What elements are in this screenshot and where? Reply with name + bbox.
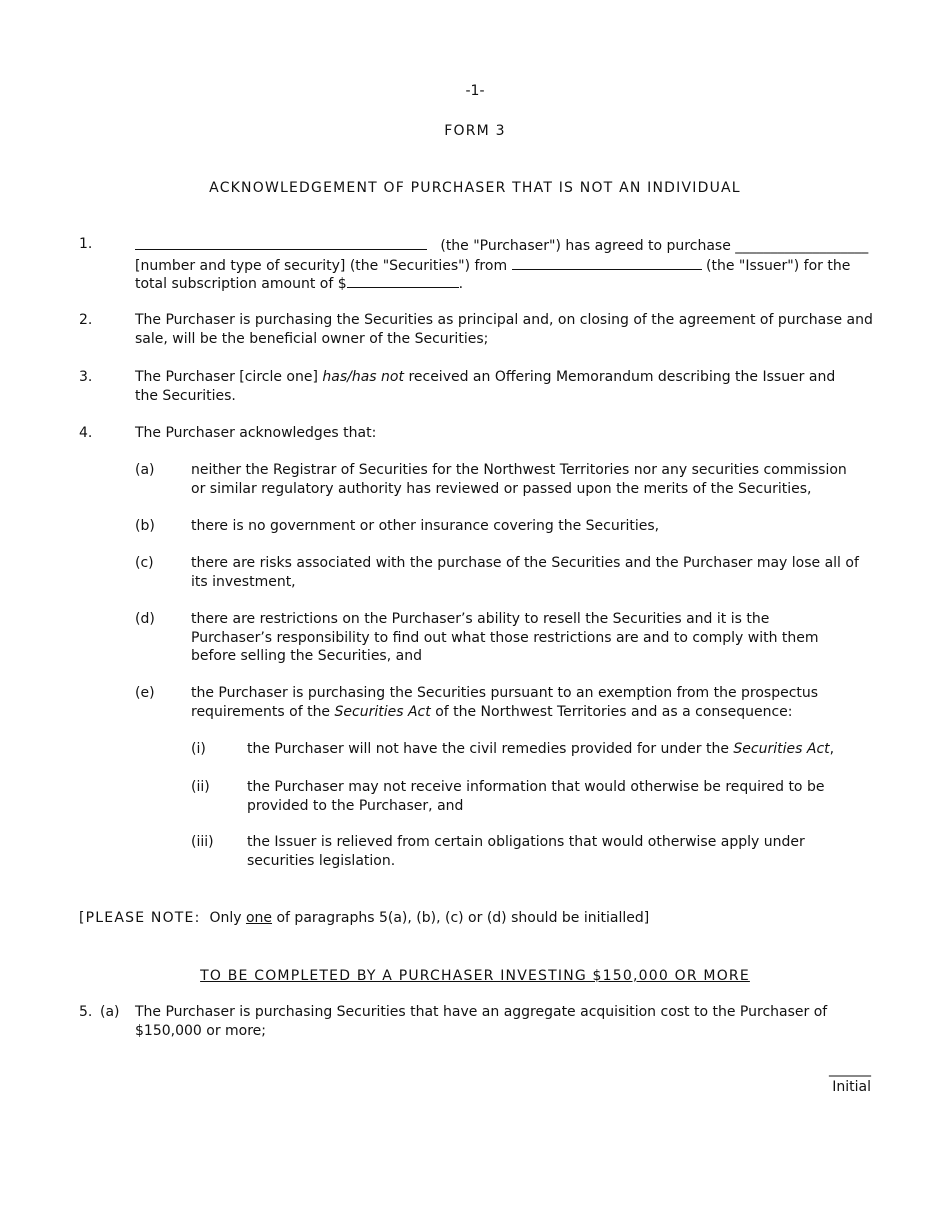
note-text: of paragraphs 5(a), (b), (c) or (d) should be initialled] xyxy=(276,910,650,926)
item-number: 3. xyxy=(79,369,93,385)
subitem-label: (c) xyxy=(135,555,154,571)
roman-text: the Purchaser will not have the civil remedies provided for under the xyxy=(247,741,729,757)
item-text: The Purchaser is purchasing Securities that have an aggregate acquisition cost to the Purchaser of $150,000 or more; xyxy=(135,1004,828,1039)
subitem-text: there are restrictions on the Purchaser’s ability to resell the Securities and it is the Purchaser’s responsibility to find out what those restrictions are and to comply with them before selling the Securities, and xyxy=(191,611,819,664)
roman-label: (ii) xyxy=(191,779,210,795)
act-name: Securities Act xyxy=(733,741,830,757)
form-title: FORM 3 xyxy=(444,123,506,139)
subitem-label: (d) xyxy=(135,611,155,627)
circle-option-text[interactable]: has/has not xyxy=(322,369,404,385)
section-heading: TO BE COMPLETED BY A PURCHASER INVESTING $150,000 OR MORE xyxy=(200,968,750,984)
subitem-text: there are risks associated with the purchase of the Securities and the Purchaser may lose all of its investment, xyxy=(191,555,859,590)
purchaser-name-field[interactable] xyxy=(135,235,427,250)
document-heading: ACKNOWLEDGEMENT OF PURCHASER THAT IS NOT AN INDIVIDUAL xyxy=(209,180,741,196)
please-note xyxy=(79,909,879,928)
note-label: [PLEASE NOTE: xyxy=(79,910,201,926)
subitem-label: (b) xyxy=(135,518,155,534)
initial-line[interactable]: ______ xyxy=(829,1061,871,1077)
subitem-text: there is no government or other insurance covering the Securities, xyxy=(191,518,660,534)
roman-label: (iii) xyxy=(191,834,214,850)
item-number: 2. xyxy=(79,312,93,328)
roman-label: (i) xyxy=(191,741,206,757)
page-number: -1- xyxy=(465,83,485,99)
purchaser-label: (the "Purchaser") has agreed to purchase xyxy=(440,238,731,254)
period: . xyxy=(458,276,464,292)
roman-text: the Issuer is relieved from certain obligations that would otherwise apply under securities legislation. xyxy=(247,834,805,869)
roman-text: the Purchaser may not receive information that would otherwise be required to be provided to the Purchaser, and xyxy=(247,779,825,814)
issuer-name-field[interactable] xyxy=(512,255,702,270)
subitem-label: (a) xyxy=(100,1004,120,1020)
security-type-text: [number and type of security] (the "Securities") from xyxy=(135,258,508,274)
subitem-text: the Purchaser is purchasing the Securities pursuant to an exemption from the prospectus requirements of the xyxy=(191,685,819,720)
item-number: 4. xyxy=(79,425,93,441)
issuer-label: (the "Issuer") for the xyxy=(706,258,851,274)
item-number: 5. xyxy=(79,1004,93,1020)
item-text: The Purchaser acknowledges that: xyxy=(135,425,377,441)
item-text: received an Offering Memorandum describing the Issuer and the Securities. xyxy=(135,369,836,404)
subscription-amount-text: total subscription amount of $ xyxy=(135,276,347,292)
item-text: The Purchaser is purchasing the Securities as principal and, on closing of the agreement of purchase and sale, will be the beneficial owner of the Securities; xyxy=(135,312,873,347)
subitem-text: neither the Registrar of Securities for the Northwest Territories nor any securities commission or similar regulatory authority has reviewed or passed upon the merits of the Securities, xyxy=(191,462,847,497)
item-number: 1. xyxy=(79,236,93,252)
subitem-label: (e) xyxy=(135,685,155,701)
act-name: Securities Act xyxy=(334,703,431,720)
item-text: The Purchaser [circle one] xyxy=(135,369,318,385)
security-quantity-blank[interactable]: ___________________ xyxy=(735,238,869,254)
subitem-label: (a) xyxy=(135,462,155,478)
punctuation: , xyxy=(829,741,835,757)
initial-label: Initial xyxy=(832,1079,871,1095)
subitem-text: of the Northwest Territories and as a consequence: xyxy=(435,703,793,720)
note-text: Only xyxy=(209,910,242,926)
subscription-amount-field[interactable] xyxy=(347,273,459,288)
note-emphasis: one xyxy=(245,910,273,926)
